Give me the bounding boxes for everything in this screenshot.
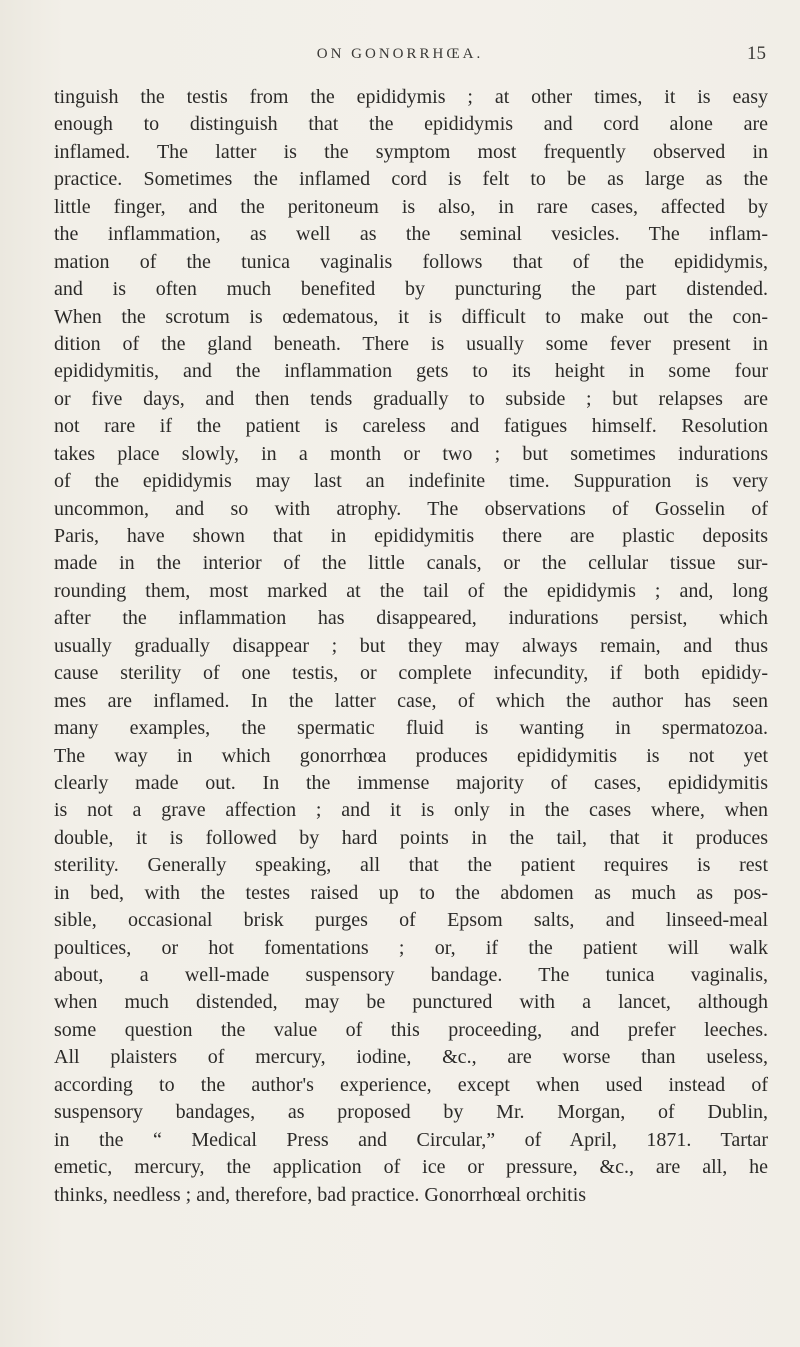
text-line: tinguish the testis from the epididymis ; at other times, it is easy — [54, 86, 768, 108]
page-number: 15 — [747, 43, 766, 64]
text-line: cause sterility of one testis, or complete infecundity, if both epididy- — [54, 662, 768, 685]
text-line: enough to distinguish that the epididymis and cord alone are — [54, 113, 768, 136]
text-line: made in the interior of the little canals, or the cellular tissue sur- — [54, 552, 768, 575]
text-line: poultices, or hot fomentations ; or, if the patient will walk — [54, 936, 768, 959]
page-header — [0, 43, 800, 70]
text-line: sterility. Generally speaking, all that the patient requires is rest — [54, 854, 768, 877]
text-line: thinks, needless ; and, therefore, bad practice. Gonorrhœal orchitis — [54, 1183, 587, 1206]
text-line: or five days, and then tends gradually to subside ; but relapses are — [54, 387, 768, 410]
text-line: mation of the tunica vaginalis follows that of the epididymis, — [54, 250, 768, 273]
text-line: When the scrotum is œdematous, it is difficult to make out the con- — [54, 305, 768, 328]
text-line: suspensory bandages, as proposed by Mr. Morgan, of Dublin, — [54, 1101, 768, 1124]
running-head: ON GONORRHŒA. — [316, 46, 484, 62]
text-line: dition of the gland beneath. There is usually some fever present in — [54, 332, 768, 355]
text-line: about, a well-made suspensory bandage. The tunica vaginalis, — [54, 964, 768, 986]
text-line: mes are inflamed. In the latter case, of which the author has seen — [54, 689, 768, 712]
text-line: All plaisters of mercury, iodine, &c., are worse than useless, — [54, 1046, 768, 1069]
text-line: in the “ Medical Press and Circular,” of April, 1871. Tartar — [54, 1128, 768, 1151]
text-line: epididymitis, and the inflammation gets to its height in some four — [54, 360, 768, 383]
text-line: is not a grave affection ; and it is only in the cases where, when — [54, 799, 768, 822]
text-line: many examples, the spermatic fluid is wanting in spermatozoa. — [54, 717, 768, 740]
text-line: usually gradually disappear ; but they may always remain, and thus — [54, 634, 768, 657]
text-line: takes place slowly, in a month or two ; but sometimes indurations — [54, 442, 768, 465]
text-line: little finger, and the peritoneum is also, in rare cases, affected by — [54, 195, 768, 218]
text-line: inflamed. The latter is the symptom most frequently observed in — [54, 140, 768, 163]
text-line: emetic, mercury, the application of ice or pressure, &c., are all, he — [54, 1156, 768, 1179]
body-text — [54, 84, 768, 1209]
text-line: practice. Sometimes the inflamed cord is felt to be as large as the — [54, 168, 768, 191]
text-line: when much distended, may be punctured with a lancet, although — [54, 991, 768, 1014]
text-line: sible, occasional brisk purges of Epsom salts, and linseed-meal — [54, 909, 768, 932]
text-line: and is often much benefited by puncturing the part distended. — [54, 278, 768, 301]
text-line: in bed, with the testes raised up to the abdomen as much as pos- — [54, 881, 768, 904]
text-line: of the epididymis may last an indefinite time. Suppuration is very — [54, 470, 768, 493]
text-line: the inflammation, as well as the seminal vesicles. The inflam- — [54, 223, 768, 246]
text-line: clearly made out. In the immense majority of cases, epididymitis — [54, 771, 768, 794]
text-line: not rare if the patient is careless and fatigues himself. Resolution — [54, 415, 768, 438]
text-line: double, it is followed by hard points in the tail, that it produces — [54, 826, 768, 849]
text-line: after the inflammation has disappeared, indurations persist, which — [54, 607, 768, 630]
text-line: uncommon, and so with atrophy. The observations of Gosselin of — [54, 497, 768, 520]
text-line: rounding them, most marked at the tail of the epididymis ; and, long — [54, 579, 768, 602]
text-line: according to the author's experience, except when used instead of — [54, 1073, 768, 1096]
text-line: Paris, have shown that in epididymitis there are plastic deposits — [54, 525, 768, 547]
text-line: The way in which gonorrhœa produces epididymitis is not yet — [54, 744, 768, 767]
text-line: some question the value of this proceeding, and prefer leeches. — [54, 1018, 768, 1041]
